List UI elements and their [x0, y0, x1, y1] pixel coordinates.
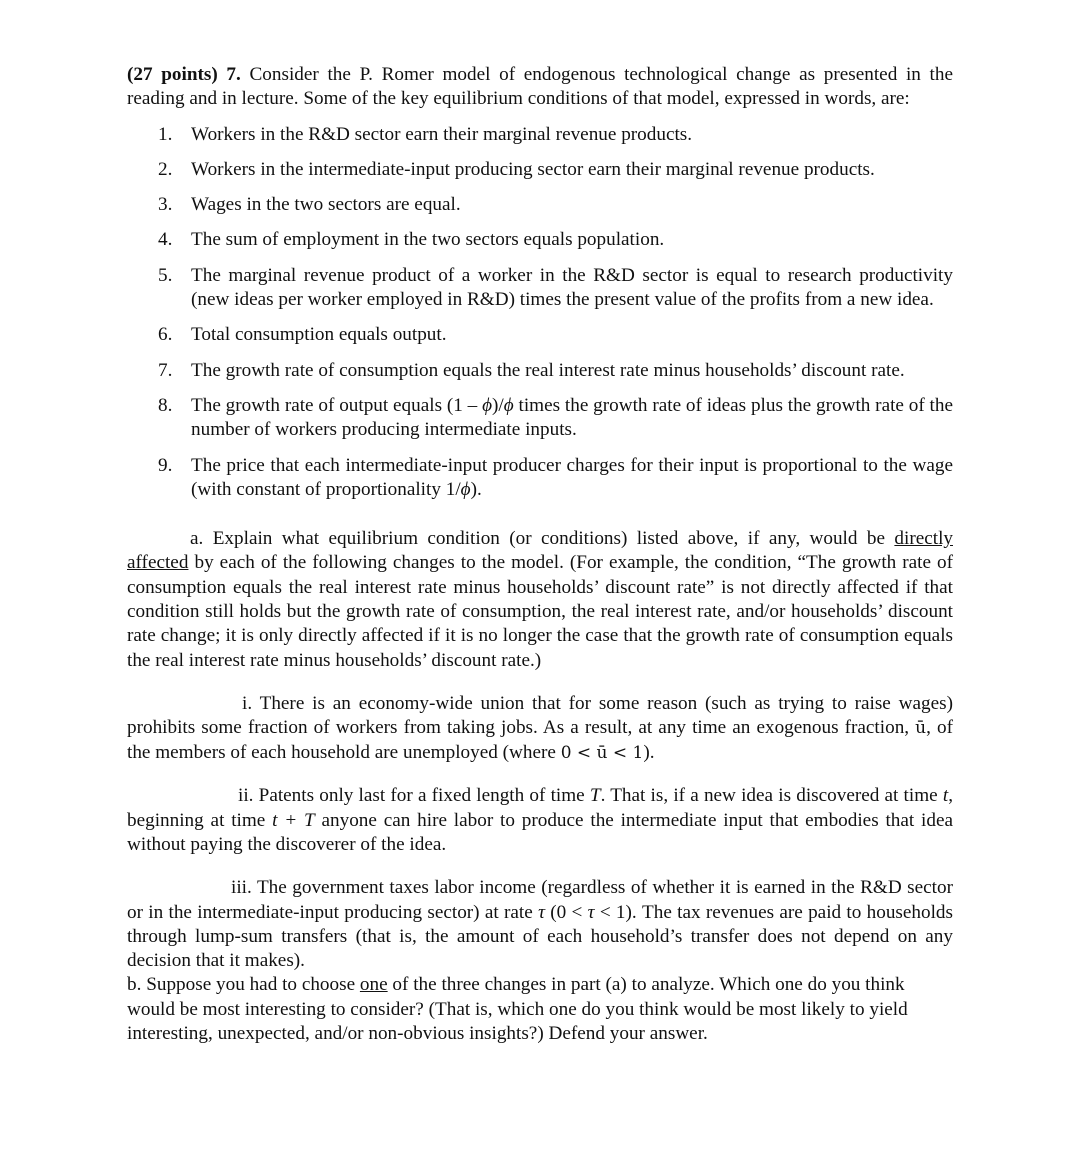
- condition-number: 3.: [158, 194, 173, 216]
- part-a-underlined: directly affected: [127, 528, 953, 574]
- problem-intro: [127, 63, 953, 112]
- subpart-i: [127, 692, 953, 765]
- subpart-i-text: , of the members of each household are unemployed (where: [127, 717, 953, 763]
- condition-text-part: ).: [470, 478, 482, 500]
- subpart-iii-text: (0 <: [544, 901, 588, 923]
- subpart-iii: [127, 876, 953, 973]
- condition-item: [127, 264, 953, 313]
- part-b-rest: of the three changes in part (a) to analyze. Which one do you think would be most interesting to consider? (That is, which one do you think would be most likely to yield interesting, unexpected, and/or non-obvious insights?) Defend your answer.: [127, 974, 908, 1045]
- variable-t: t: [942, 785, 949, 807]
- phi-symbol: ϕ: [482, 394, 493, 416]
- part-b-underlined: one: [359, 974, 388, 996]
- phi-symbol: ϕ: [503, 394, 514, 416]
- condition-number: 6.: [158, 324, 173, 346]
- part-b-lead: b. Suppose you had to choose: [127, 974, 356, 996]
- part-a-rest: by each of the following changes to the model. (For example, the condition, “The growth rate of consumption equals the real interest rate minus households’ discount rate” is not directly affected if that condition still holds but the growth rate of consumption, the real interest rate, and/or households’ discount rate change; it is only directly affected if it is no longer the case that the growth rate of consumption equals the real interest rate minus households’ discount rate.): [127, 552, 954, 671]
- condition-text-part: )/: [492, 394, 504, 416]
- condition-item: [127, 454, 953, 503]
- problem-document: [127, 63, 953, 1046]
- condition-item: [127, 228, 953, 252]
- condition-item: [127, 359, 953, 383]
- condition-text: The growth rate of consumption equals the real interest rate minus households’ discount rate.: [191, 359, 905, 381]
- condition-text: Workers in the intermediate-input producing sector earn their marginal revenue products.: [191, 158, 875, 180]
- subpart-ii-text: anyone can hire labor to produce the intermediate input that embodies that idea without paying the discoverer of the idea.: [127, 809, 954, 855]
- condition-item: [127, 394, 953, 443]
- subpart-iii-text: iii. The government taxes labor income (regardless of whether it is earned in the R&D sector or in the intermediate-input producing sector) at rate: [127, 877, 953, 923]
- subpart-ii: [127, 784, 953, 857]
- part-a-paragraph: [127, 527, 953, 673]
- condition-number: 4.: [158, 229, 173, 251]
- condition-text-part: The price that each intermediate-input producer charges for their input is proportional to the wage (with constant of proportionality 1/: [191, 454, 953, 500]
- part-b-paragraph: [127, 973, 942, 1046]
- subpart-ii-text: , beginning at time: [127, 785, 953, 831]
- points-label: (27 points) 7.: [127, 64, 241, 85]
- condition-number: 8.: [158, 394, 173, 416]
- u-bar-symbol: ū: [915, 718, 927, 739]
- subpart-ii-text: ii. Patents only last for a fixed length of time: [238, 785, 590, 807]
- condition-number: 5.: [158, 264, 173, 286]
- tau-symbol: τ: [538, 901, 545, 923]
- condition-item: [127, 323, 953, 347]
- condition-number: 9.: [158, 454, 173, 476]
- condition-text: The marginal revenue product of a worker in the R&D sector is equal to research productivity (new ideas per worker employed in R&D) times the present value of the profits from a new idea.: [191, 264, 953, 311]
- condition-number: 7.: [158, 359, 173, 381]
- condition-item: [127, 123, 953, 147]
- variable-T: T: [589, 785, 601, 807]
- condition-text: The sum of employment in the two sectors equals population.: [191, 229, 665, 251]
- intro-text: Consider the P. Romer model of endogenous technological change as presented in the reading and in lecture. Some of the key equilibrium conditions of that model, expressed in words, are:: [127, 64, 953, 110]
- subpart-ii-text: . That is, if a new idea is discovered at time: [600, 785, 943, 807]
- phi-symbol: ϕ: [460, 478, 471, 500]
- condition-number: 1.: [158, 123, 173, 145]
- tau-symbol: τ: [587, 901, 595, 923]
- condition-item: [127, 158, 953, 182]
- subpart-i-text: ).: [643, 741, 655, 763]
- condition-text: [191, 455, 953, 500]
- part-a-lead: a. Explain what equilibrium condition (or conditions) listed above, if any, would be: [190, 528, 885, 550]
- conditions-list: [127, 123, 953, 503]
- variable-t-plus-T: t + T: [272, 809, 315, 831]
- subpart-i-text: i. There is an economy-wide union that for some reason (such as trying to raise wages) prohibits some fraction of workers from taking jobs. As a result, at any time an exogenous fraction,: [127, 693, 953, 739]
- condition-item: [127, 193, 953, 217]
- u-bar-inequality: 0 < ū < 1: [560, 742, 644, 763]
- subpart-iii-text: < 1). The tax revenues are paid to households through lump-sum transfers (that is, the amount of each household’s transfer does not depend on any decision that it makes).: [127, 901, 953, 972]
- condition-text-part: The growth rate of output equals (1 –: [191, 394, 483, 416]
- condition-text: Wages in the two sectors are equal.: [191, 194, 461, 216]
- condition-text: Workers in the R&D sector earn their marginal revenue products.: [191, 123, 693, 145]
- condition-text: Total consumption equals output.: [191, 324, 447, 346]
- condition-number: 2.: [158, 158, 173, 180]
- condition-text: [191, 395, 953, 440]
- condition-text-part: times the growth rate of ideas plus the growth rate of the number of workers producing intermediate inputs.: [191, 394, 953, 441]
